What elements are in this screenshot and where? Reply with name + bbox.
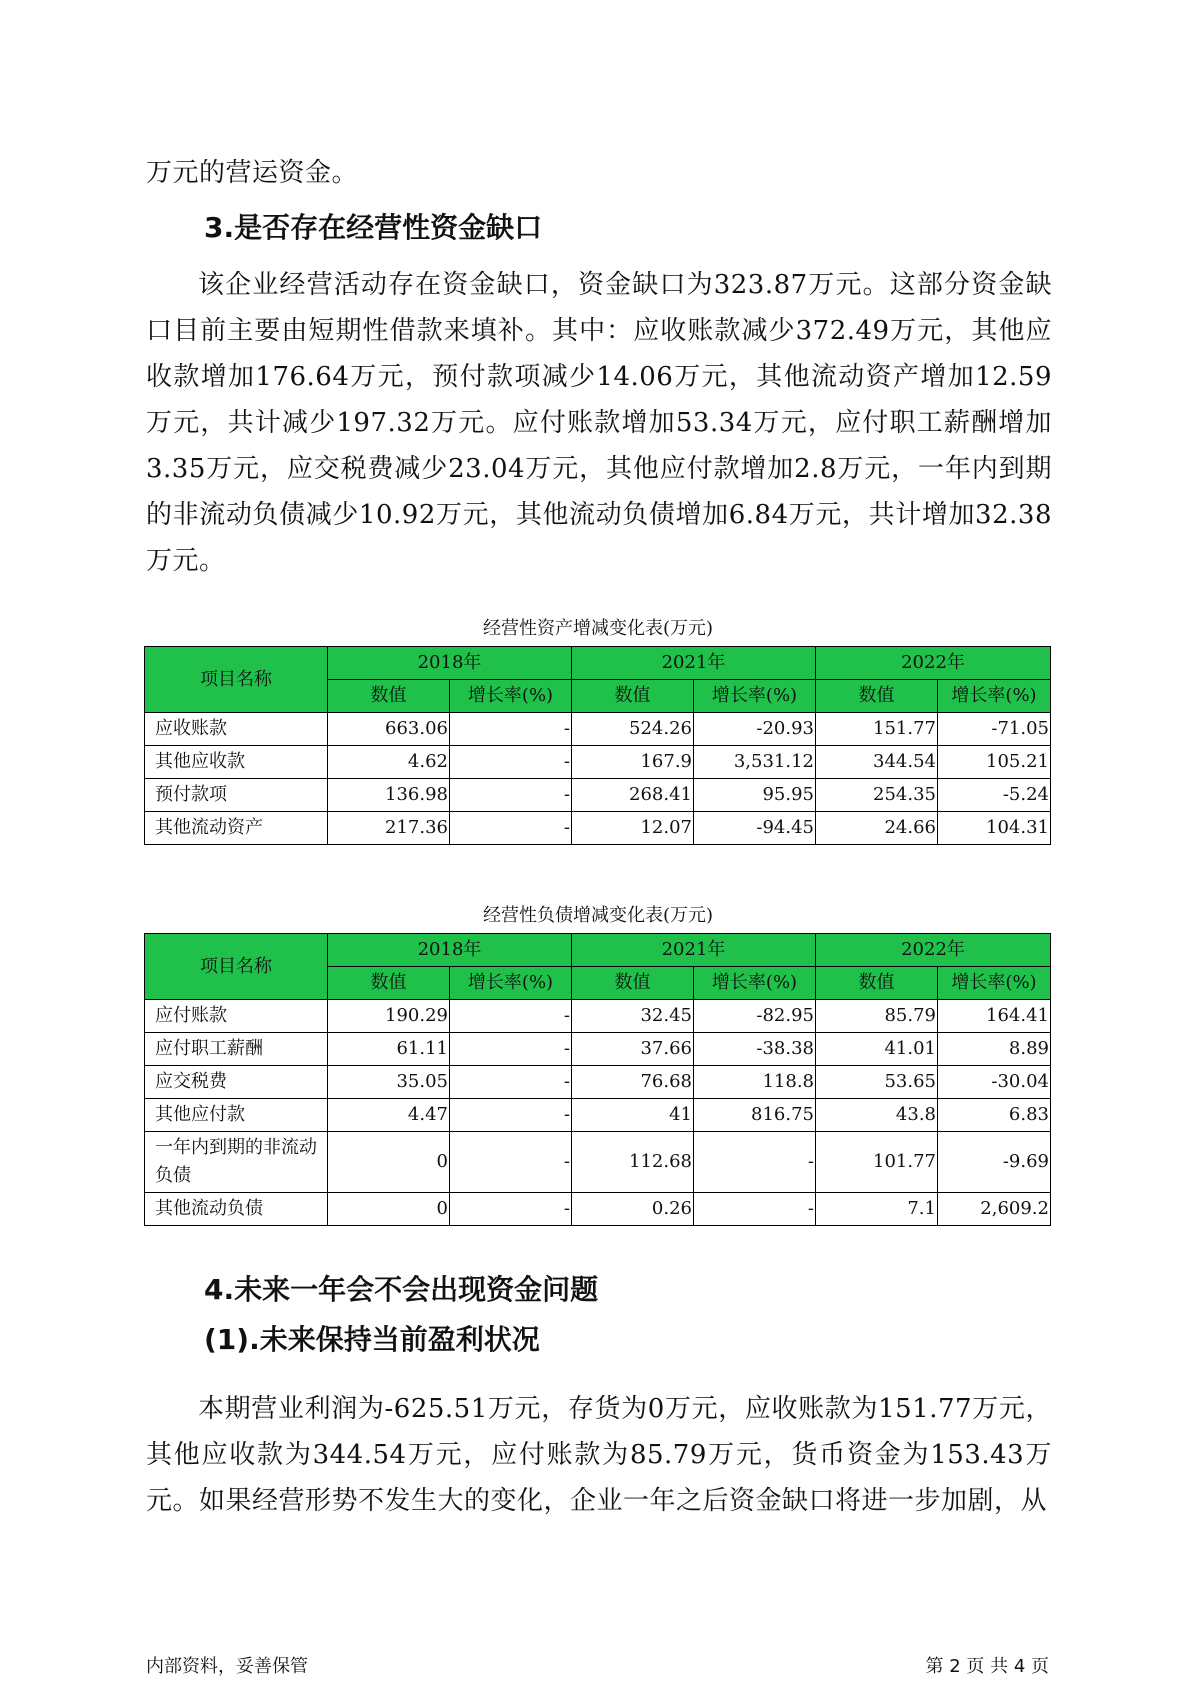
year-header: 2022年	[816, 934, 1051, 967]
table-2-caption: 经营性负债增减变化表(万元)	[482, 905, 714, 926]
assets-change-table	[144, 646, 1051, 845]
table-cell: 24.66	[816, 812, 938, 845]
table-cell: 136.98	[328, 779, 450, 812]
row-label: 应交税费	[145, 1066, 328, 1099]
value-header: 数值	[816, 967, 938, 1000]
value-header: 数值	[328, 967, 450, 1000]
table-cell: 7.1	[816, 1193, 938, 1226]
table-cell: 76.68	[572, 1066, 694, 1099]
section-3-paragraph: 该企业经营活动存在资金缺口，资金缺口为323.87万元。这部分资金缺口目前主要由短期性借款来填补。其中：应收账款减少372.49万元，其他应收款增加176.64万元，预付款项减少14.06万元，其他流动资产增加12.59万元，共计减少197.32万元。应付账款增加53.34万元，应付职工薪酬增加3.35万元，应交税费减少23.04万元，其他应付款增加2.8万元，一年内到期的非流动负债减少10.92万元，其他流动负债增加6.84万元，共计增加32.38万元。	[146, 270, 1052, 576]
table-cell: 2,609.2	[938, 1193, 1051, 1226]
table-row	[145, 746, 1051, 779]
table-cell: 61.11	[328, 1033, 450, 1066]
table-cell: 4.62	[328, 746, 450, 779]
year-header: 2018年	[328, 934, 572, 967]
table-cell: 164.41	[938, 1000, 1051, 1033]
growth-rate-header: 增长率(%)	[694, 967, 816, 1000]
table-row	[145, 1066, 1051, 1099]
table-row	[145, 1132, 1051, 1193]
table-cell: 53.65	[816, 1066, 938, 1099]
table-cell: 41.01	[816, 1033, 938, 1066]
growth-rate-header: 增长率(%)	[450, 680, 572, 713]
table-cell: 151.77	[816, 713, 938, 746]
table-cell: -9.69	[938, 1132, 1051, 1193]
table-row	[145, 713, 1051, 746]
row-label: 其他应付款	[145, 1099, 328, 1132]
table-cell: -38.38	[694, 1033, 816, 1066]
table-cell: 6.83	[938, 1099, 1051, 1132]
table-cell: 41	[572, 1099, 694, 1132]
value-header: 数值	[572, 967, 694, 1000]
table-cell: 663.06	[328, 713, 450, 746]
table-cell: 37.66	[572, 1033, 694, 1066]
table-cell: 167.9	[572, 746, 694, 779]
table-cell: -	[694, 1193, 816, 1226]
footer-page-number: 第 2 页 共 4 页	[925, 1656, 1049, 1677]
table-cell: 0.26	[572, 1193, 694, 1226]
table-cell: 0	[328, 1193, 450, 1226]
table-cell: -20.93	[694, 713, 816, 746]
table-cell: -94.45	[694, 812, 816, 845]
table-cell: -	[450, 1193, 572, 1226]
table-cell: 105.21	[938, 746, 1051, 779]
footer-confidential-note: 内部资料，妥善保管	[146, 1656, 308, 1677]
row-label: 应付账款	[145, 1000, 328, 1033]
table-cell: 816.75	[694, 1099, 816, 1132]
table-cell: -	[450, 779, 572, 812]
growth-rate-header: 增长率(%)	[694, 680, 816, 713]
table-cell: 268.41	[572, 779, 694, 812]
table-cell: -	[450, 812, 572, 845]
table-cell: -	[450, 713, 572, 746]
table-cell: 112.68	[572, 1132, 694, 1193]
table-cell: -	[450, 1099, 572, 1132]
year-header: 2018年	[328, 647, 572, 680]
value-header: 数值	[816, 680, 938, 713]
table-cell: 35.05	[328, 1066, 450, 1099]
table-cell: 217.36	[328, 812, 450, 845]
section-3-heading: 3.是否存在经营性资金缺口	[204, 211, 543, 244]
table-cell: 344.54	[816, 746, 938, 779]
section-4-paragraph: 本期营业利润为-625.51万元，存货为0万元，应收账款为151.77万元，其他应收款为344.54万元，应付账款为85.79万元，货币资金为153.43万元。如果经营形势不发生大的变化，企业一年之后资金缺口将进一步加剧，从	[146, 1394, 1052, 1516]
table-row	[145, 812, 1051, 845]
table-cell: -	[450, 1000, 572, 1033]
table-cell: 524.26	[572, 713, 694, 746]
paragraph-intro-tail: 万元的营运资金。	[146, 158, 359, 188]
liabilities-change-table	[144, 933, 1051, 1226]
row-label: 其他应收款	[145, 746, 328, 779]
table-cell: 4.47	[328, 1099, 450, 1132]
table-row	[145, 1099, 1051, 1132]
table-cell: 101.77	[816, 1132, 938, 1193]
table-cell: -82.95	[694, 1000, 816, 1033]
table-cell: 190.29	[328, 1000, 450, 1033]
growth-rate-header: 增长率(%)	[938, 967, 1051, 1000]
table-cell: 32.45	[572, 1000, 694, 1033]
table-1-caption: 经营性资产增减变化表(万元)	[482, 618, 714, 639]
table-cell: -	[450, 1132, 572, 1193]
table-cell: -	[450, 746, 572, 779]
table-cell: 3,531.12	[694, 746, 816, 779]
table-cell: 95.95	[694, 779, 816, 812]
value-header: 数值	[328, 680, 450, 713]
section-4-heading: 4.未来一年会不会出现资金问题	[204, 1273, 599, 1306]
table-row	[145, 1033, 1051, 1066]
table-cell: 0	[328, 1132, 450, 1193]
table-row	[145, 1193, 1051, 1226]
name-column-header: 项目名称	[145, 647, 328, 713]
table-cell: -5.24	[938, 779, 1051, 812]
table-cell: 85.79	[816, 1000, 938, 1033]
row-label: 预付款项	[145, 779, 328, 812]
section-4-subheading: (1).未来保持当前盈利状况	[204, 1323, 540, 1356]
row-label: 其他流动资产	[145, 812, 328, 845]
table-row	[145, 1000, 1051, 1033]
row-label: 其他流动负债	[145, 1193, 328, 1226]
table-cell: -71.05	[938, 713, 1051, 746]
row-label: 一年内到期的非流动负债	[145, 1132, 328, 1193]
growth-rate-header: 增长率(%)	[450, 967, 572, 1000]
name-column-header: 项目名称	[145, 934, 328, 1000]
year-header: 2021年	[572, 647, 816, 680]
table-cell: -	[450, 1066, 572, 1099]
table-cell: 254.35	[816, 779, 938, 812]
year-header: 2021年	[572, 934, 816, 967]
year-header: 2022年	[816, 647, 1051, 680]
table-cell: 118.8	[694, 1066, 816, 1099]
growth-rate-header: 增长率(%)	[938, 680, 1051, 713]
row-label: 应付职工薪酬	[145, 1033, 328, 1066]
table-cell: -30.04	[938, 1066, 1051, 1099]
table-cell: -	[450, 1033, 572, 1066]
table-cell: 12.07	[572, 812, 694, 845]
table-cell: 104.31	[938, 812, 1051, 845]
table-row	[145, 779, 1051, 812]
value-header: 数值	[572, 680, 694, 713]
table-cell: 43.8	[816, 1099, 938, 1132]
table-cell: -	[694, 1132, 816, 1193]
row-label: 应收账款	[145, 713, 328, 746]
table-cell: 8.89	[938, 1033, 1051, 1066]
